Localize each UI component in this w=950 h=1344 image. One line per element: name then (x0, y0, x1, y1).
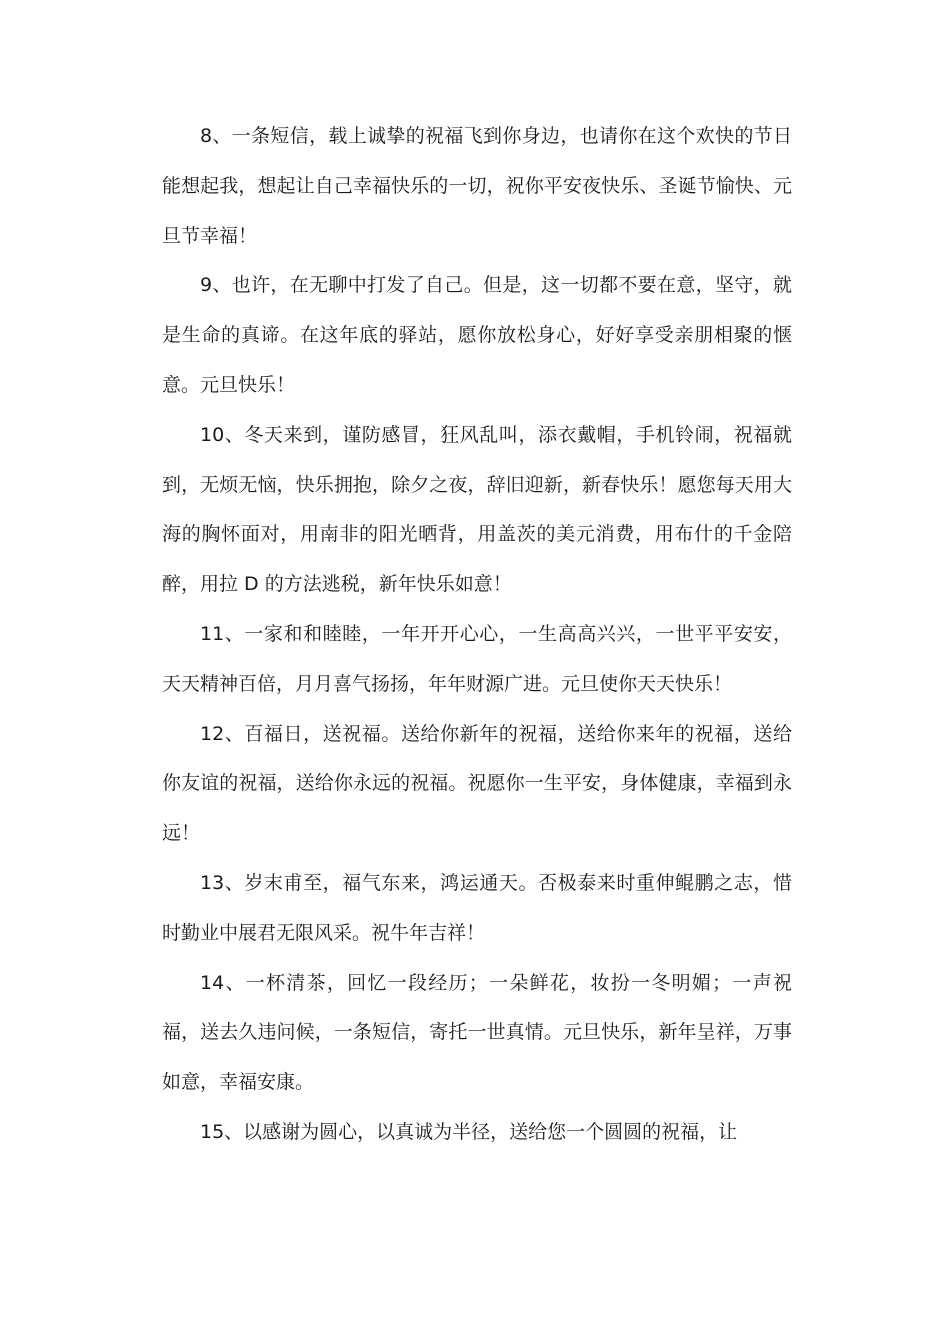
paragraph-9: 9、也许，在无聊中打发了自己。但是，这一切都不要在意，坚守，就是生命的真谛。在这年底的驿站，愿你放松身心，好好享受亲朋相聚的惬意。元旦快乐！ (162, 274, 792, 396)
paragraph-14: 14、一杯清茶，回忆一段经历；一朵鲜花，妆扮一冬明媚；一声祝福，送去久违问候，一条短信，寄托一世真情。元旦快乐，新年呈祥，万事如意，幸福安康。 (162, 971, 792, 1094)
paragraph-13: 13、岁末甫至，福气东来，鸿运通天。否极泰来时重伸鲲鹏之志，惜时勤业中展君无限风采。祝牛年吉祥！ (162, 871, 792, 944)
document-body (162, 112, 792, 1158)
paragraph-8: 8、一条短信，载上诚挚的祝福飞到你身边，也请你在这个欢快的节日能想起我，想起让自己幸福快乐的一切，祝你平安夜快乐、圣诞节愉快、元旦节幸福！ (162, 125, 792, 247)
paragraph-11: 11、一家和和睦睦，一年开开心心，一生高高兴兴，一世平平安安，天天精神百倍，月月喜气扬扬，年年财源广进。元旦使你天天快乐！ (162, 622, 792, 695)
paragraph-15: 15、以感谢为圆心，以真诚为半径，送给您一个圆圆的祝福，让 (200, 1120, 738, 1143)
paragraph-12: 12、百福日，送祝福。送给你新年的祝福，送给你来年的祝福，送给你友谊的祝福，送给你永远的祝福。祝愿你一生平安，身体健康，幸福到永远！ (162, 722, 792, 845)
paragraph-10: 10、冬天来到，谨防感冒，狂风乱叫，添衣戴帽，手机铃闹，祝福就到，无烦无恼，快乐拥抱，除夕之夜，辞旧迎新，新春快乐！愿您每天用大海的胸怀面对，用南非的阳光晒背，用盖茨的美元消费，用布什的千金陪醉，用拉 D 的方法逃税，新年快乐如意！ (162, 423, 792, 596)
